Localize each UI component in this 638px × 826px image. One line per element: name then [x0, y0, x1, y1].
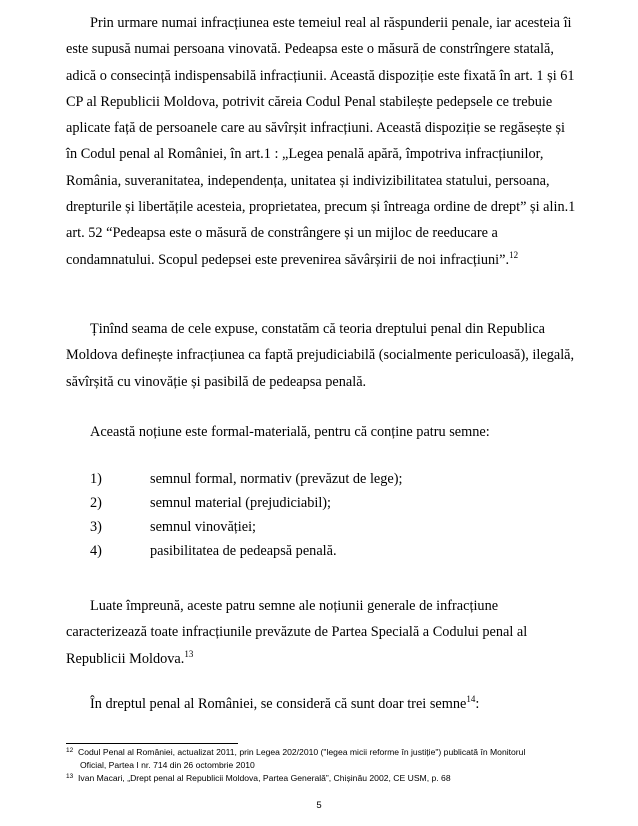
list-text: semnul material (prejudiciabil);	[150, 495, 332, 511]
list-number: 2)	[90, 495, 102, 511]
list-text: semnul vinovăției;	[150, 519, 257, 535]
text-line: adică o consecință indispensabilă infracțiunii. Această dispoziție este fixată în art. 1 și 61	[66, 67, 575, 84]
text-line: săvîrșită cu vinovăție și pasibilă de pedeapsa penală.	[66, 373, 367, 390]
paragraph-1	[66, 10, 576, 273]
punctuation: :	[475, 696, 480, 712]
footnote-ref-13[interactable]: 13	[184, 648, 194, 659]
text-line: caracterizează toate infracțiunile prevăzute de Partea Specială a Codului penal al	[66, 624, 528, 641]
criteria-list	[66, 467, 576, 563]
footnote-ref-12[interactable]: 12	[509, 249, 519, 260]
footnote-12	[66, 746, 606, 759]
page-number: 5	[316, 800, 322, 811]
text-line: drepturile și libertățile acesteia, proprietatea, precum și întreaga ordine de drept” și alin.1	[66, 199, 576, 216]
text-line: Această noțiune este formal-materială, pentru că conține patru semne:	[90, 424, 490, 440]
text-line: Luate împreună, aceste patru semne ale noțiunii generale de infracțiune	[90, 598, 499, 614]
text-line-with-ref	[66, 646, 576, 672]
text-line-with-ref	[66, 691, 576, 717]
footnote-text: Ivan Macari, „Drept penal al Republicii Moldova, Partea Generală”, Chișinău 2002, CE USM, p. 68	[78, 773, 451, 783]
text-line: În dreptul penal al României, se consideră că sunt doar trei semne	[90, 696, 467, 712]
footnote-ref-14[interactable]: 14	[466, 694, 476, 704]
list-number: 4)	[90, 543, 102, 559]
list-text: semnul formal, normativ (prevăzut de lege);	[150, 471, 403, 487]
footnote-separator	[66, 743, 238, 744]
footnote-12-continued: Oficial, Partea I nr. 714 din 26 octombrie 2010	[80, 760, 255, 770]
text-line: în Codul penal al României, în art.1 : „Legea penală apără, împotriva infracțiunilor,	[66, 146, 544, 163]
footnote-number: 12	[66, 747, 74, 754]
list-item	[66, 491, 576, 515]
text-line: aplicate față de persoanele care au săvîrșit infracțiuni. Această dispoziție se regăsește și	[66, 120, 565, 137]
list-number: 1)	[90, 471, 102, 487]
footnotes	[66, 746, 606, 785]
footnote-13	[66, 772, 606, 785]
text-line: Ținînd seama de cele expuse, constatăm că teoria dreptului penal din Republica	[90, 321, 545, 337]
list-text: pasibilitatea de pedeapsă penală.	[150, 543, 337, 559]
paragraph-2	[66, 316, 576, 395]
text-line: Prin urmare numai infracțiunea este temeiul real al răspunderii penale, iar acesteia îi	[90, 15, 572, 31]
paragraph-4	[66, 593, 576, 672]
paragraph-3	[66, 419, 576, 445]
text-line: condamnatului. Scopul pedepsei este prevenirea săvârșirii de noi infracțiuni”.	[66, 251, 510, 268]
list-item	[66, 539, 576, 563]
list-item	[66, 467, 576, 491]
list-item	[66, 515, 576, 539]
footnote-number: 13	[66, 773, 74, 780]
footnote-text: Codul Penal al României, actualizat 2011, prin Legea 202/2010 ("legea micii reforme în justiție") publicată în Monitorul	[78, 747, 526, 757]
list-number: 3)	[90, 519, 102, 535]
text-line: Moldova definește infracțiunea ca faptă prejudiciabilă (socialmente periculoasă), ilegală,	[66, 347, 575, 364]
text-line: România, suveranitatea, independența, unitatea și indivizibilitatea statului, persoana,	[66, 172, 550, 189]
paragraph-5	[66, 691, 576, 717]
text-line: art. 52 “Pedeapsa este o măsură de constrângere și un mijloc de reeducare a	[66, 225, 498, 242]
text-line: este supusă numai persoana vinovată. Pedeapsa este o măsură de constrîngere statală,	[66, 41, 554, 58]
text-line: Republicii Moldova.	[66, 650, 185, 667]
text-line: CP al Republicii Moldova, potrivit căreia Codul Penal stabilește pedepsele ce trebuie	[66, 93, 553, 110]
text-line-with-ref	[66, 247, 576, 273]
